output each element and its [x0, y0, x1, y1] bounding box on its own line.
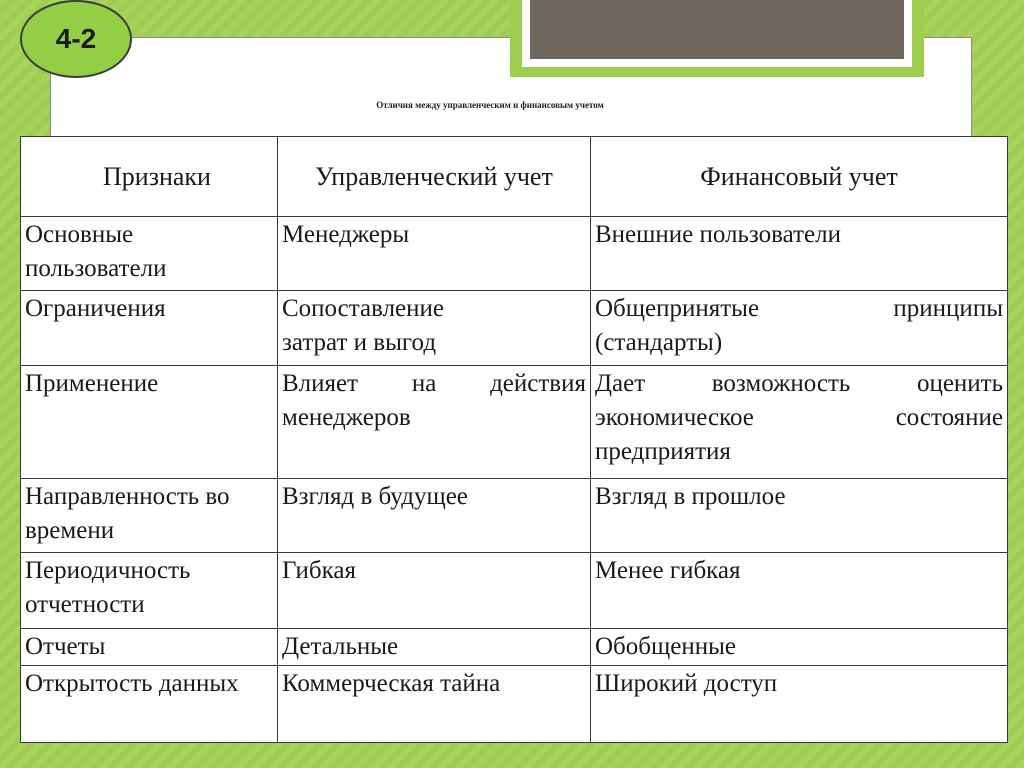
table-header-row [21, 137, 1008, 217]
photo-mat [522, 0, 912, 67]
table-cell: Ограничения [21, 291, 278, 366]
table-cell: Детальные [278, 629, 591, 666]
table-cell: Взгляд в прошлое [591, 479, 1008, 553]
photo-frame [510, 0, 924, 77]
table-cell: Обобщенные [591, 629, 1008, 666]
table-row [21, 291, 1008, 366]
table-cell: Внешние пользователи [591, 217, 1008, 291]
header-cell-management: Управленческий учет [278, 137, 591, 217]
table-cell: Дает возможность оценить экономическое состояние предприятия [591, 366, 1008, 479]
table-row [21, 666, 1008, 743]
table-row [21, 366, 1008, 479]
table-cell: Основные пользователи [21, 217, 278, 291]
table-row [21, 629, 1008, 666]
table-cell: Открытость данных [21, 666, 278, 743]
header-cell-criteria: Признаки [21, 137, 278, 217]
table-row [21, 217, 1008, 291]
table-cell: Широкий доступ [591, 666, 1008, 743]
table-cell: Применение [21, 366, 278, 479]
table-cell: Менее гибкая [591, 553, 1008, 629]
photo-placeholder [530, 0, 904, 59]
header-cell-financial: Финансовый учет [591, 137, 1008, 217]
table-row [21, 479, 1008, 553]
slide-title: Отличия между управленческим и финансовым учетом [376, 100, 604, 110]
table-cell: Коммерческая тайна [278, 666, 591, 743]
table-cell: Сопоставление затрат и выгод [278, 291, 591, 366]
table-cell: Влияет на действия менеджеров [278, 366, 591, 479]
table-cell: Менеджеры [278, 217, 591, 291]
slide-number-badge: 4-2 [20, 0, 132, 78]
table-cell: Взгляд в будущее [278, 479, 591, 553]
table-cell: Периодичность отчетности [21, 553, 278, 629]
table-cell: Гибкая [278, 553, 591, 629]
comparison-table [20, 136, 1008, 743]
table-row [21, 553, 1008, 629]
table-cell: Отчеты [21, 629, 278, 666]
table-cell: Направленность во времени [21, 479, 278, 553]
table-cell: Общепринятые принципы (стандарты) [591, 291, 1008, 366]
